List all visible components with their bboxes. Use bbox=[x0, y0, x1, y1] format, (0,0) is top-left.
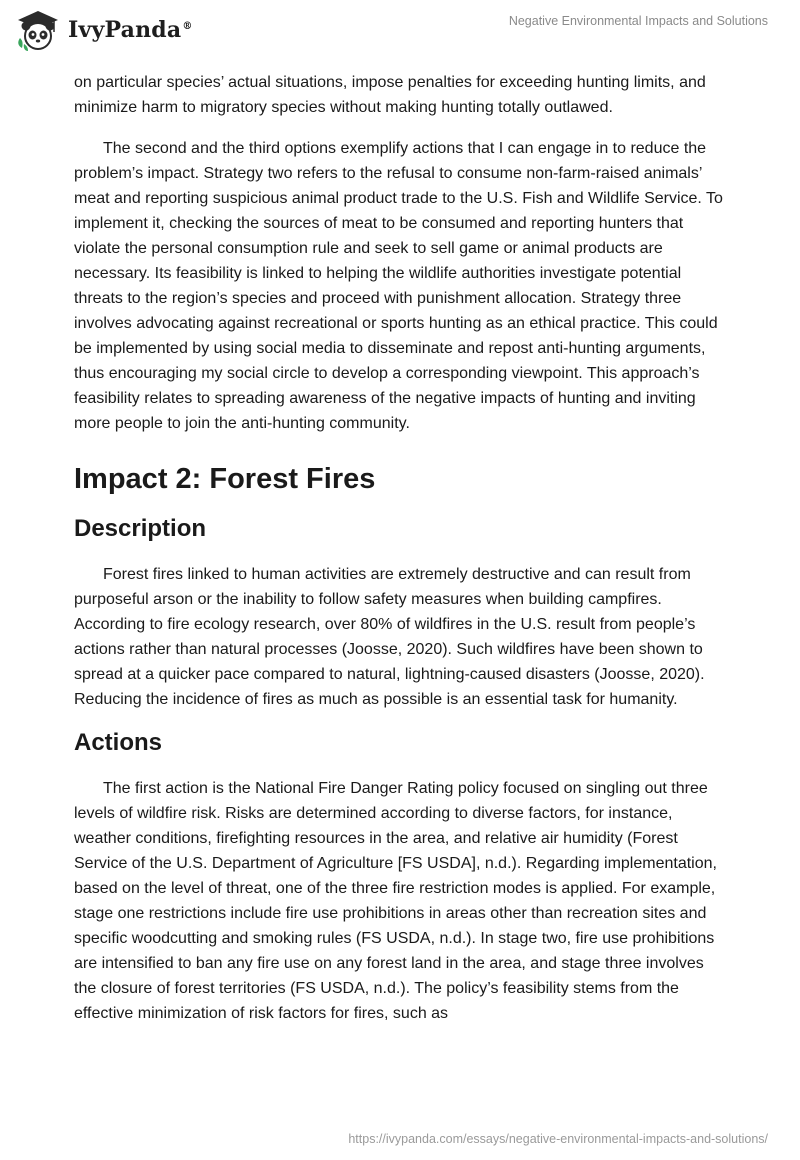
paragraph: The first action is the National Fire Danger Rating policy focused on singling out three levels of wildfire risk. Risks are determined according to diverse factors, for instance, weather conditions, firefighting resources in the area, and relative air humidity (Forest Service of the U.S. Department of Agriculture [FS USDA], n.d.). Regarding implementation, based on the level of threat, one of the three fire restriction modes is applied. For example, stage one restrictions include fire use prohibitions in areas other than recreation sites and specific woodcutting and smoking rules (FS USDA, n.d.). In stage two, fire use prohibitions are intensified to ban any fire use on any forest land in the area, and stage three involves the closure of forest territories (FS USDA, n.d.). The policy’s feasibility stems from the effective minimization of risk factors for fires, such as bbox=[74, 780, 717, 1022]
article-content bbox=[74, 70, 726, 1042]
logo-text: IvyPanda® bbox=[68, 17, 193, 43]
panda-logo-icon bbox=[14, 8, 62, 52]
subsection-heading: Actions bbox=[74, 729, 163, 756]
paragraph: The second and the third options exemplify actions that I can engage in to reduce the problem’s impact. Strategy two refers to the refusal to consume non-farm-raised animals’ meat and reporting suspicious animal product trade to the U.S. Fish and Wildlife Service. To implement it, checking the sources of meat to be consumed and reporting hunters that violate the personal consumption rule and seek to sell game or animal products are necessary. Its feasibility is linked to helping the wildlife authorities investigate potential threats to the region’s species and proceed with punishment allocation. Strategy three involves advocating against recreational or sports hunting as an ethical practice. This could be implemented by using social media to disseminate and repost anti-hunting arguments, thus encouraging my social circle to develop a corresponding viewpoint. This approach’s feasibility relates to spreading awareness of the negative impacts of hunting and inviting more people to join the anti-hunting community. bbox=[74, 140, 723, 432]
source-url[interactable]: https://ivypanda.com/essays/negative-environmental-impacts-and-solutions/ bbox=[348, 1132, 768, 1146]
registered-mark: ® bbox=[182, 20, 193, 32]
section-heading: Impact 2: Forest Fires bbox=[74, 463, 376, 495]
document-title: Negative Environmental Impacts and Solutions bbox=[508, 14, 768, 28]
paragraph: Forest fires linked to human activities are extremely destructive and can result from purposeful arson or the inability to follow safety measures when building campfires. According to fire ecology research, over 80% of wildfires in the U.S. result from people’s actions rather than natural processes (Joosse, 2020). Such wildfires have been shown to spread at a quicker pace compared to natural, lightning-caused disasters (Joosse, 2020). Reducing the incidence of fires as much as possible is an essential task for humanity. bbox=[74, 566, 705, 708]
subsection-heading: Description bbox=[74, 515, 207, 542]
site-logo[interactable] bbox=[14, 8, 193, 52]
paragraph: on particular species’ actual situations, impose penalties for exceeding hunting limits, and minimize harm to migratory species without making hunting totally outlawed. bbox=[74, 74, 706, 116]
